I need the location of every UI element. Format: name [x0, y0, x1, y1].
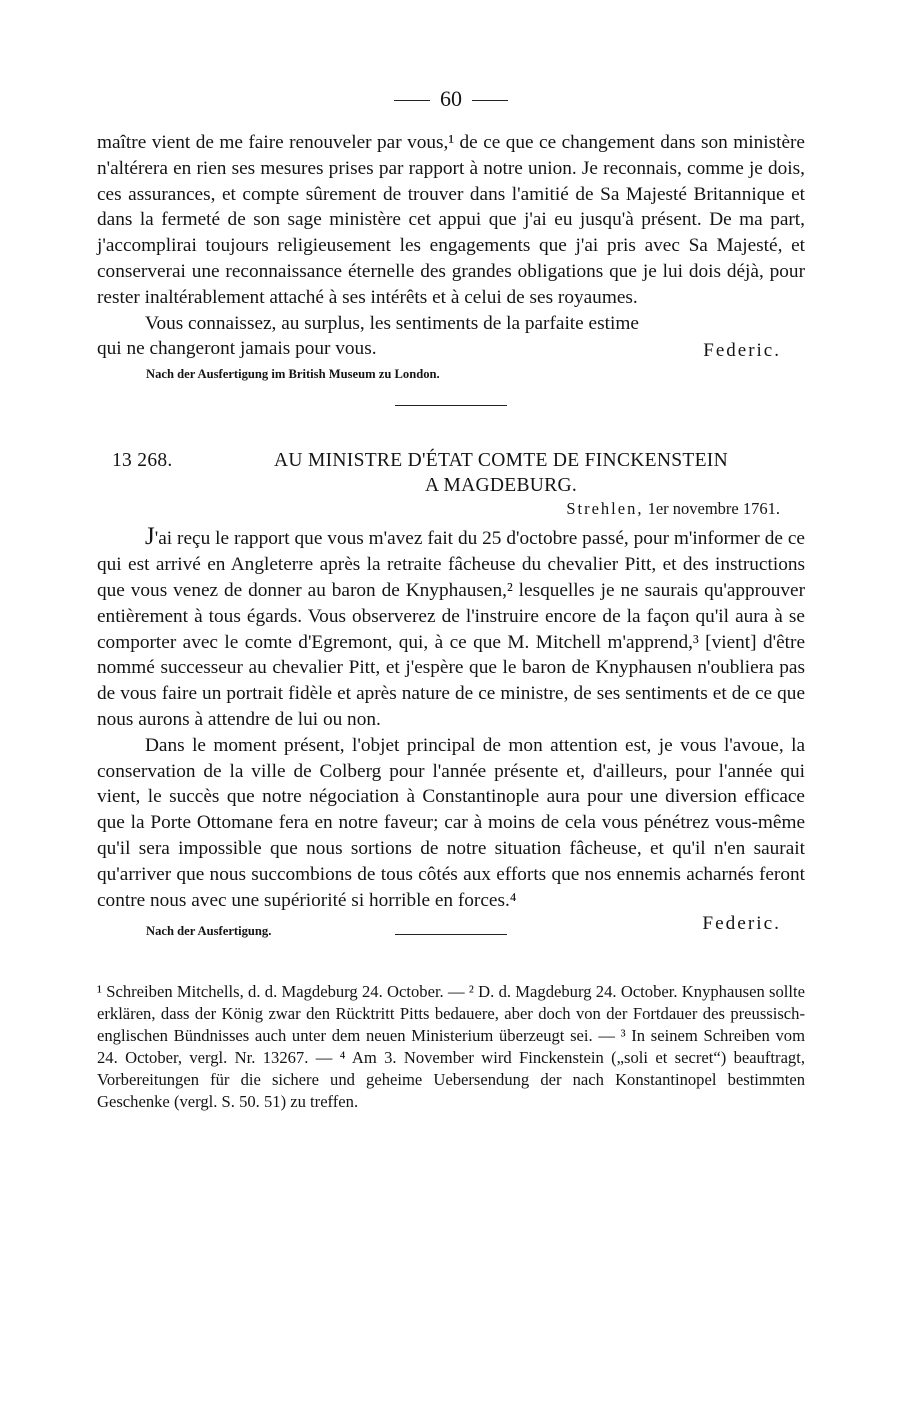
letter-closing-row	[97, 913, 805, 939]
document-page	[97, 84, 805, 1113]
letter-heading	[97, 448, 805, 498]
previous-letter-closing-row	[97, 336, 805, 362]
letter-date: 1er novembre 1761.	[647, 499, 780, 519]
letter-place: Strehlen,	[566, 499, 644, 519]
footnotes: ¹ Schreiben Mitchells, d. d. Magdeburg 24. October. — ² D. d. Magdeburg 24. October. Knyphausen sollte erklären, dass der König zwar den Rücktritt Pitts bedauere, aber doch von der Fortdauer des preussisch-englischen Bündnisses auch unter dem neuen Ministerium überzeugt sei. — ³ In seinem Schreiben vom 24. October, vergl. Nr. 13267. — ⁴ Am 3. November wird Finckenstein („soli et secret“) beauftragt, Vorbereitungen für die sichere und geheime Uebersendung der nach Konstantinopel bestimmten Geschenke (vergl. S. 50. 51) zu treffen.	[97, 982, 805, 1112]
header-dash-left	[394, 100, 430, 101]
page-number-header	[97, 84, 805, 114]
letter-dropcap: J	[145, 523, 155, 551]
page-number: 60	[440, 86, 462, 111]
previous-letter-paragraph: maître vient de me faire renouveler par vous,¹ de ce que ce changement dans son ministère n'altérera en rien ses mesures prises par rapport à notre union. Je reconnais, comme je dois, ces assurances, et compte sûrement de trouver dans l'amitié de Sa Majesté Britannique et dans la fermeté de son sage ministère cet appui que j'ai eu jusqu'à présent. De ma part, j'accomplirai toujours religieusement les engagements que j'ai pris avec Sa Majesté, et conserverai une reconnaissance éternelle des grandes obligations que je lui dois déjà, pour rester inaltérablement attaché à ses intérêts et à celui de ses royaumes.	[97, 132, 805, 308]
previous-letter-signature: Federic.	[703, 340, 781, 362]
previous-letter-closing-line: Vous connaissez, au surplus, les sentiments de la parfaite estime	[145, 312, 639, 334]
letter-place-date	[97, 498, 805, 520]
closing-divider	[395, 934, 507, 935]
letter-paragraph-1-text: 'ai reçu le rapport que vous m'avez fait du 25 d'octobre passé, pour m'informer de ce qui est arrivé en Angleterre après la retraite fâcheuse du chevalier Pitt, et des instructions que vous venez de donner au baron de Knyphausen,² lesquelles je ne saurais qu'approuver entièrement à tous égards. Vous observerez de l'instruire encore de la façon qu'il aura à se comporter avec le comte d'Egremont, qui, à ce que M. Mitchell m'apprend,³ [vient] d'être nommé successeur au chevalier Pitt, et j'espère que le baron de Knyphausen n'oubliera pas de vous faire un portrait fidèle et après nature de ce ministre, de ses sentiments et de ce que nous aurons à attendre de lui ou non.	[97, 528, 805, 730]
header-dash-right	[472, 100, 508, 101]
letter-number: 13 268.	[112, 450, 173, 472]
previous-letter-closing-line-2: qui ne changeront jamais pour vous.	[97, 338, 377, 360]
letter-source-note: Nach der Ausfertigung.	[146, 924, 272, 939]
letter-heading-line-1: AU MINISTRE D'ÉTAT COMTE DE FINCKENSTEIN	[274, 450, 728, 472]
previous-letter-source-note: Nach der Ausfertigung im British Museum zu London.	[146, 367, 440, 382]
letter-paragraph-1	[97, 524, 805, 732]
letter-signature: Federic.	[702, 913, 781, 935]
letter-heading-line-2: A MAGDEBURG.	[424, 475, 578, 497]
letter-paragraph-2: Dans le moment présent, l'objet principal de mon attention est, je vous l'avoue, la conservation de la ville de Colberg pour l'année présente et, d'ailleurs, pour l'année qui vient, le succès que notre négociation à Constantinople aura pour une diversion efficace que la Porte Ottomane fera en notre faveur; car à moins de cela vous pénétrez vous-même qu'il sera impossible que nous sortions de notre situation fâcheuse, et qu'il n'en saurait qu'arriver que nous succombions de tous côtés aux efforts que nos ennemis acharnés feront contre nous avec une supériorité si horrible en forces.⁴	[97, 734, 805, 911]
